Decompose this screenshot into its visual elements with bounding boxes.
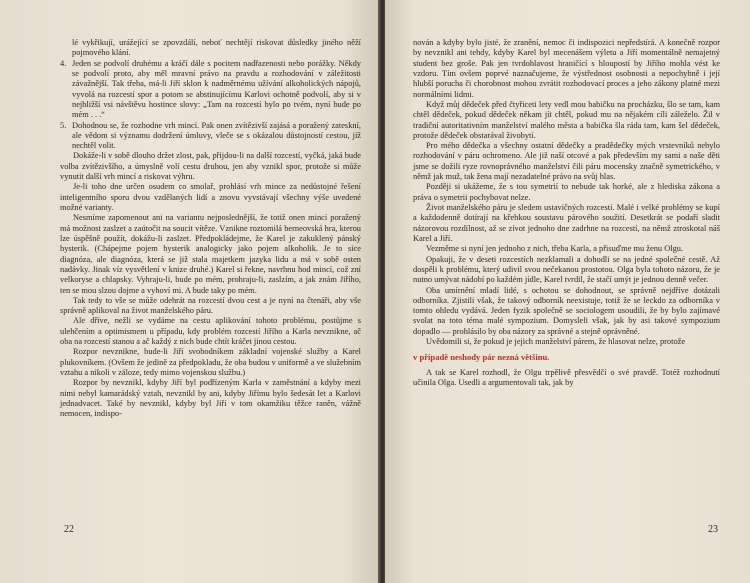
- paragraph: Život manželského páru je sledem ustavičných rozcestí. Malé i velké problémy se kupí a každodenně dotírají na křehkou soustavu párového soužití. Desetkrát se podaří sladit názorovou rozdílnost, až se zívot jednoho dne zadrhne na rozcestí, na němž ztroskotal náš Karel a Jiří.: [413, 203, 720, 243]
- paragraph: Uvědomili si, že pokud je jejich manželství párem, že hlasovat nelze, protože: [426, 337, 686, 347]
- paragraph: Je-li toho dne určen osudem co smolař, prohlásí vrh mince za nedůstojné řešení inteligentního sporu dvou vzdělaných lidí a znovu vyvstávají všechny výše uvedené možné varianty.: [60, 182, 361, 212]
- paragraph: Opakuji, že v deseti rozcestích nezklamali a dohodli se na jedné společné cestě. Až dospěli k problému, který udivil svou nečekanou prostotou. Olga byla tohoto názoru, že je nutno umývat nádobí po každém jídle, Karel tvrdil, že stačí umýt je jednou denně večer.: [413, 254, 720, 285]
- paragraph: A tak se Karel rozhodl, že Olgu trpělivě přesvědčí o své pravdě. Totéž rozhodnutí učinila Olga. Usedli a argumentovali tak, jak by: [413, 367, 720, 387]
- paragraph-text: Dohodnou se, že rozhodne vrh mincí. Pak onen zvítězivší zajásá a poražený zateskní, ale vědom si významu dodržení úmluvy, vleče se s okázalou důstojností cestou, jíž nechtěl volit.: [72, 120, 361, 151]
- paragraph: Nesmíme zapomenout ani na variantu nejposlednější, že totiž onen mincí poražený má možnost zaslzet a zaútočit na soucit vítěze. Vznikne roztomilá berneovská hra, kterou lze úspěšně použít, dokážu-li zaslzet. Předpokládejme, že Karel je zakuklený pánský hysterik. (Chápejme pojem hysterik analogicky jako pojem alkoholik. Je to sice diagnóza, ale diagnóza, která se již stala majetkem jazyka lidu a má v sobě osten nadávky. Jinak víz vysvětlení v knize druhé.) Karel si řekne, navrhnu hod mincí, což zní velkoryse a chlapsky. Vyhraju-li, bude po mém, prohraju-li, zaslzím, a jak znám Jiřího, ten se mou slzou dojme a vyhoví mi. A bude taky po mém.: [60, 213, 361, 295]
- section-heading: v případě neshody pár nezná většinu.: [413, 352, 550, 363]
- list-number: 5.: [60, 120, 67, 130]
- paragraph: Rozpor by nevznikl, kdyby Jiří byl podřízeným Karla v zaměstnání a kdyby mezi nimi nebyl kamarádský vztah, nevznikl by ani, kdyby Jiřímu bylo šedesát let a Karlovi jednadvacet. Také by nevznikl, kdyby byl Jiří v tom okamžiku těžce raněn, vážně nemocen, indispo-: [60, 378, 361, 419]
- paragraph: Tak tedy to vše se může odehrát na rozcestí dvou cest a je nyní na čtenáři, aby vše správně aplikoval na život manželského páru.: [60, 295, 361, 316]
- paragraph: Oba umírnění mladí lidé, s ochotou se dohodnout, se správně nejdříve dotázali odborníka. Zjistili však, že takový odborník neexistuje, totiž že se leckdo za odborníka v tomto ohledu vydává. Jeden fyzik společně se sociologem usoudili, že by bylo zajímavé svolat na toto téma malé sympozium. Domysleli však, jak by asi takové sympozium dopadlo — prohlásilo by oba názory za správné a stejně oprávněné.: [413, 285, 720, 336]
- paragraph: Rozpor nevznikne, bude-li Jiří svobodníkem základní vojenské služby a Karel plukovníkem. (Ovšem že jedině za předpokladu, že oba budou v uniformě a ve služebním vztahu a nikoli v záloze, tedy mimo vojenskou službu.): [60, 347, 361, 377]
- paragraph: Vezměme si nyní jen jednoho z nich, třeba Karla, a přisuďme mu ženu Olgu.: [426, 244, 684, 254]
- right-page: [385, 0, 750, 583]
- paragraph: Dokáže-li v sobě dlouho držet zlost, pak, přijdou-li na další rozcestí, vyčká, jaká bude volba zvítězivšího, a úmyslně volí cestu druhou, jen aby vznikl spor, protože si může vynutit další vrh mincí a riskovat výhru.: [60, 151, 361, 182]
- paragraph: Ale dříve, nežli se vydáme na cestu aplikování tohoto problému, postůjme s ulehčením a optimismem u případu, kdy problém rozcestí Jiřího a Karla nevznikne, ač oba na rozcestí stanou a ač každý z nich bude chtít kráčet jinou cestou.: [60, 316, 361, 347]
- page-number-right: 23: [708, 524, 718, 535]
- page-number-left: 22: [64, 524, 74, 535]
- left-page-text: [60, 38, 361, 420]
- paragraph: Když můj dědeček před čtyřiceti lety vedl mou babičku na procházku, šlo se tam, kam chtěl dědeček, pokud dědeček někam jít chtěl, pokud mu na nějakém cíli záleželo. Žil v tradiční autoritativním manželství malého města a babička šla ráda tam, kam šel dědeček, protože dědeček obstarával živobytí.: [413, 99, 720, 140]
- paragraph: Později si ukážeme, že s tou symetrií to nebude tak horké, ale z hlediska zákona a práva o symetrii pochybovat nelze.: [413, 182, 720, 202]
- paragraph: lé vykřikují, urážející se zpovzdálí, neboť nechtějí riskovat důsledky jiného něží pojmového klání.: [72, 38, 361, 58]
- paragraph: nován a kdyby bylo jisté, že zranění, nemoc či indispozici nepředstírá. A konečně rozpor by nevznikl ani tehdy, kdyby Karel byl mecenášem výletu a Jiří momentálně nemajetný student bez groše. Pak jen tvrdohlavost hraničící s hloupostí by Jiřího mohla vést ke vzdoru. Tím ovšem poprvé naznačujeme, že výstřednost osobnosti a nepochybně i její hlubší porucha či chorobnost mohou zvrátit rozhodovací proces a jeho zákony platné mezi normálními lidmi.: [413, 38, 720, 99]
- list-number: 4.: [60, 58, 67, 68]
- paragraph-text: Jeden se podvolí druhému a kráčí dále s pocitem nadřazenosti nebo porážky. Někdy se podvolí proto, aby měl mravní právo na pravdu a rozhodování v záležitosti závažnější. Tak třeba, má-li Jiří sklon k nadměrnému užívání alkoholických nápojů, vyvolá na rozcestí spor a potom se abstinujícímu Karlovi ochotně podvolí, aby si v nejbližší vsi návštěvu hostince slovy: „Tam na rozcestí bylo po tvém, nyní bude po mém . . .“: [72, 58, 361, 120]
- numbered-paragraph: [60, 59, 361, 121]
- paragraph: Pro mého dědečka a všechny ostatní dědečky a pradědečky mých vrstevníků nebylo rozhodování v páru ochromeno. Ale již naší otcové a pak především my sami a naše děti jsme se dožili ryze rovnoprávného manželství čili páru mocensky značně symetrického, v němž jak muž, tak žena mají nezadatelné právo na svůj hlas.: [413, 141, 720, 182]
- right-page-text: [413, 38, 720, 388]
- numbered-paragraph: [60, 121, 361, 152]
